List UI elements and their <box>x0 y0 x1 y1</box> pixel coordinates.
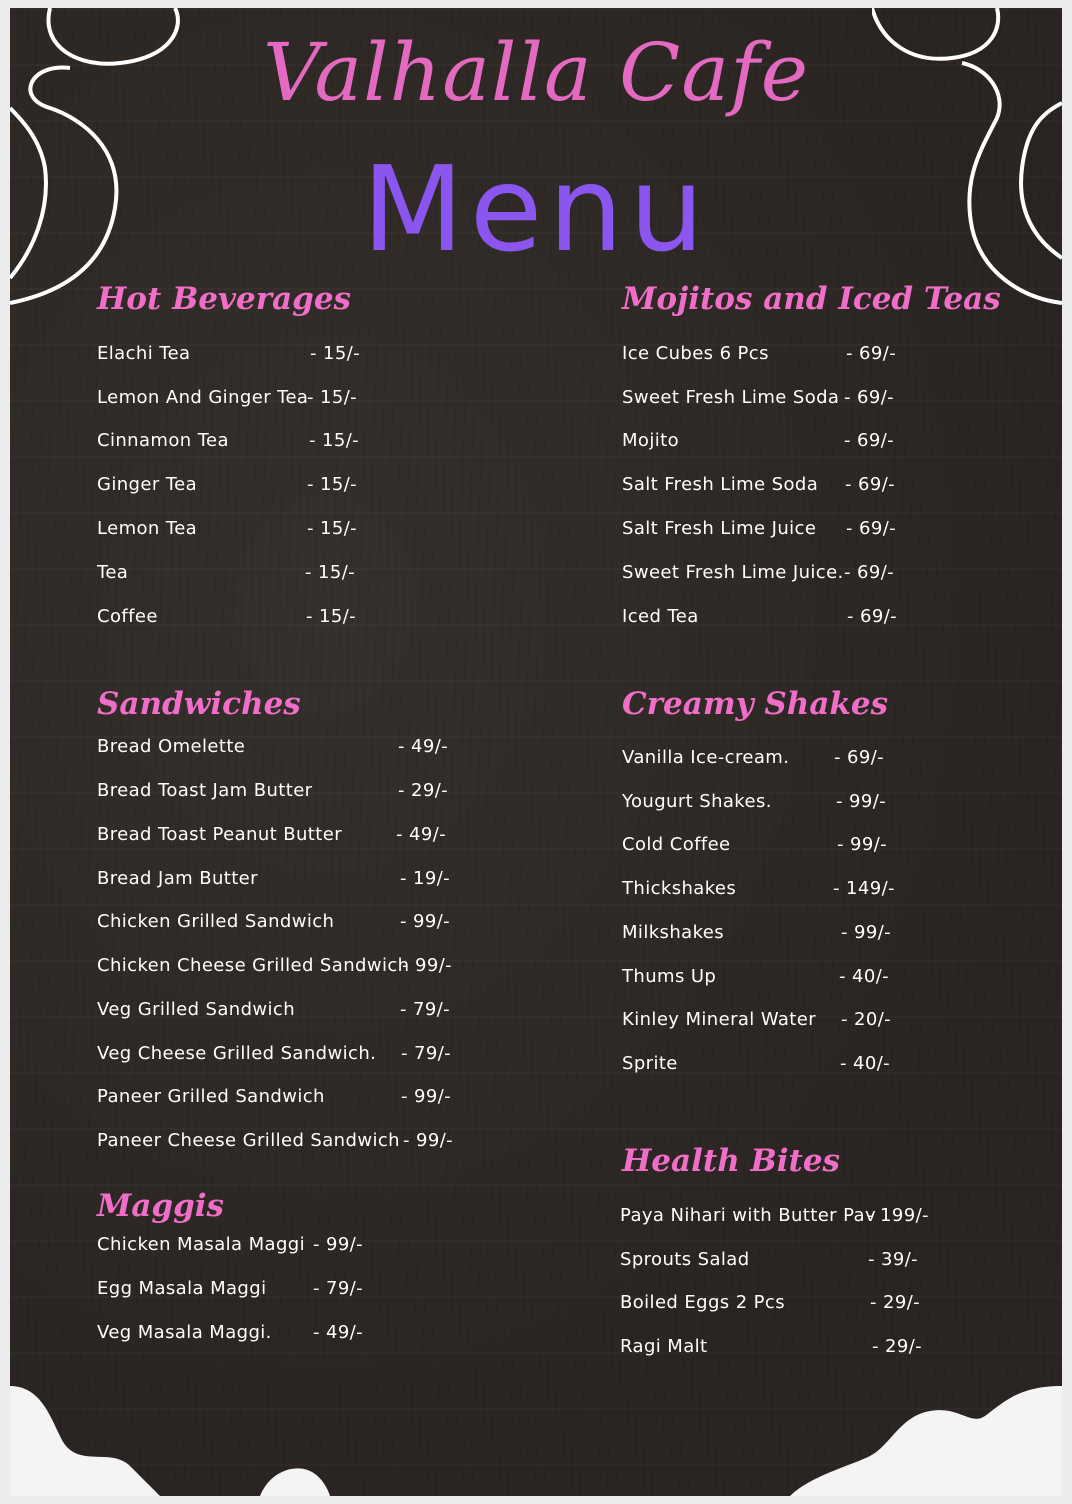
item-price: - 15/- <box>310 343 361 364</box>
item-price: - 99/- <box>836 791 887 812</box>
item-price: - 99/- <box>837 834 888 855</box>
item-name: Vanilla Ice-cream. <box>622 747 790 768</box>
item-price: - 40/- <box>840 1053 891 1074</box>
section-title: Maggis <box>97 1188 224 1224</box>
list-item <box>97 954 517 978</box>
item-price: - 19/- <box>400 868 451 889</box>
list-item <box>620 1248 1040 1272</box>
item-name: Lemon And Ginger Tea <box>97 387 309 408</box>
item-name: Ragi Malt <box>620 1336 708 1357</box>
list-item <box>622 790 1042 814</box>
section-sandwiches <box>97 686 517 1166</box>
bottom-wave-decoration <box>10 1386 1062 1496</box>
list-item <box>622 877 1042 901</box>
item-name: Chicken Grilled Sandwich <box>97 911 335 932</box>
item-price: - 99/- <box>313 1234 364 1255</box>
list-item <box>620 1335 1040 1359</box>
item-price: - 40/- <box>839 966 890 987</box>
item-name: Chicken Masala Maggi <box>97 1234 305 1255</box>
item-price: - 69/- <box>834 747 885 768</box>
item-name: Salt Fresh Lime Juice <box>622 518 817 539</box>
list-item <box>97 605 517 629</box>
list-item <box>97 1233 517 1257</box>
item-price: - 20/- <box>841 1009 892 1030</box>
item-price: - 99/- <box>403 1130 454 1151</box>
section-title: Health Bites <box>622 1143 840 1179</box>
list-item <box>622 833 1042 857</box>
item-price: - 49/- <box>313 1322 364 1343</box>
list-item <box>97 1129 517 1153</box>
item-name: Sprouts Salad <box>620 1249 750 1270</box>
item-price: - 29/- <box>872 1336 923 1357</box>
list-item <box>97 473 517 497</box>
item-price: - 69/- <box>846 518 897 539</box>
item-price: - 99/- <box>400 911 451 932</box>
item-price: - 49/- <box>398 736 449 757</box>
item-price: - 29/- <box>398 780 449 801</box>
item-price: - 69/- <box>844 387 895 408</box>
item-price: - 69/- <box>844 430 895 451</box>
list-item <box>97 1277 517 1301</box>
item-name: Bread Toast Peanut Butter <box>97 824 343 845</box>
list-item <box>622 746 1042 770</box>
item-price: - 69/- <box>844 562 895 583</box>
item-name: Thums Up <box>622 966 717 987</box>
item-name: Cinnamon Tea <box>97 430 229 451</box>
list-item <box>97 429 517 453</box>
item-name: Boiled Eggs 2 Pcs <box>620 1292 786 1313</box>
item-name: Yougurt Shakes. <box>622 791 772 812</box>
item-name: Elachi Tea <box>97 343 191 364</box>
item-name: Veg Grilled Sandwich <box>97 999 296 1020</box>
section-title: Creamy Shakes <box>622 686 889 722</box>
item-name: Egg Masala Maggi <box>97 1278 267 1299</box>
list-item <box>622 965 1042 989</box>
item-name: Paya Nihari with Butter Pav <box>620 1205 877 1226</box>
item-name: Veg Masala Maggi. <box>97 1322 272 1343</box>
item-name: Cold Coffee <box>622 834 731 855</box>
menu-heading: Menu <box>362 140 710 278</box>
item-price: - 199/- <box>867 1205 929 1226</box>
item-name: Tea <box>97 562 129 583</box>
list-item <box>622 429 1042 453</box>
item-name: Sweet Fresh Lime Juice. <box>622 562 844 583</box>
list-item <box>622 1008 1042 1032</box>
item-name: Thickshakes <box>622 878 737 899</box>
section-title: Sandwiches <box>97 686 301 722</box>
item-name: Bread Jam Butter <box>97 868 258 889</box>
item-name: Milkshakes <box>622 922 725 943</box>
item-name: Ice Cubes 6 Pcs <box>622 343 769 364</box>
list-item <box>620 1291 1040 1315</box>
item-price: - 15/- <box>306 606 357 627</box>
item-name: Ginger Tea <box>97 474 198 495</box>
item-name: Mojito <box>622 430 680 451</box>
item-price: - 15/- <box>305 562 356 583</box>
list-item <box>622 386 1042 410</box>
section-creamy-shakes <box>622 686 1042 1086</box>
item-name: Paneer Grilled Sandwich <box>97 1086 325 1107</box>
list-item <box>622 561 1042 585</box>
list-item <box>97 342 517 366</box>
section-health-bites <box>620 1143 1040 1373</box>
item-name: Sprite <box>622 1053 678 1074</box>
item-name: Sweet Fresh Lime Soda <box>622 387 840 408</box>
item-name: Chicken Cheese Grilled Sandwich <box>97 955 410 976</box>
item-name: Lemon Tea <box>97 518 198 539</box>
item-price: - 99/- <box>401 1086 452 1107</box>
item-name: Paneer Cheese Grilled Sandwich <box>97 1130 400 1151</box>
item-name: Coffee <box>97 606 158 627</box>
list-item <box>622 1052 1042 1076</box>
item-name: Salt Fresh Lime Soda <box>622 474 819 495</box>
list-item <box>97 998 517 1022</box>
item-name: Iced Tea <box>622 606 699 627</box>
item-price: - 15/- <box>307 518 358 539</box>
list-item <box>97 823 517 847</box>
item-name: Bread Toast Jam Butter <box>97 780 313 801</box>
list-item <box>620 1204 1040 1228</box>
section-maggis <box>97 1188 517 1358</box>
section-mojitos-iced-teas <box>622 281 1042 641</box>
item-price: - 15/- <box>307 387 358 408</box>
item-name: Kinley Mineral Water <box>622 1009 817 1030</box>
list-item <box>97 735 517 759</box>
list-item <box>97 1042 517 1066</box>
item-price: - 149/- <box>833 878 895 899</box>
list-item <box>97 1321 517 1345</box>
item-price: - 69/- <box>845 474 896 495</box>
item-price: - 39/- <box>868 1249 919 1270</box>
item-price: - 99/- <box>402 955 453 976</box>
item-price: - 79/- <box>313 1278 364 1299</box>
item-price: - 15/- <box>307 474 358 495</box>
section-title: Hot Beverages <box>97 281 352 317</box>
list-item <box>622 517 1042 541</box>
list-item <box>97 517 517 541</box>
item-price: - 15/- <box>309 430 360 451</box>
list-item <box>97 867 517 891</box>
item-name: Veg Cheese Grilled Sandwich. <box>97 1043 377 1064</box>
list-item <box>97 779 517 803</box>
list-item <box>622 342 1042 366</box>
item-name: Bread Omelette <box>97 736 246 757</box>
item-price: - 49/- <box>396 824 447 845</box>
item-price: - 69/- <box>846 343 897 364</box>
list-item <box>622 921 1042 945</box>
list-item <box>622 605 1042 629</box>
list-item <box>97 386 517 410</box>
cafe-title: Valhalla Cafe <box>262 26 810 119</box>
item-price: - 79/- <box>401 1043 452 1064</box>
section-hot-beverages <box>97 281 517 641</box>
list-item <box>622 473 1042 497</box>
list-item <box>97 910 517 934</box>
list-item <box>97 1085 517 1109</box>
item-price: - 69/- <box>847 606 898 627</box>
item-price: - 29/- <box>870 1292 921 1313</box>
section-title: Mojitos and Iced Teas <box>622 281 1001 317</box>
item-price: - 79/- <box>400 999 451 1020</box>
item-price: - 99/- <box>841 922 892 943</box>
list-item <box>97 561 517 585</box>
